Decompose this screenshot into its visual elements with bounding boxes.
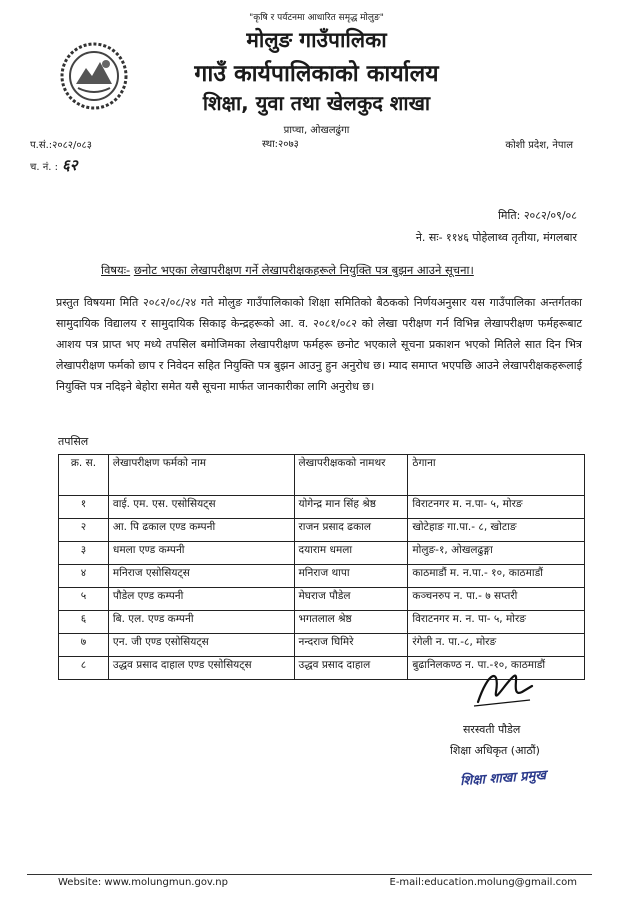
cell-firm: धमला एण्ड कम्पनी (108, 542, 294, 565)
subject-line (101, 263, 474, 278)
province: कोशी प्रदेश, नेपाल (505, 140, 573, 151)
cell-serial: ३ (59, 542, 109, 565)
table-row (59, 588, 585, 611)
cell-firm: एन. जी एण्ड एसोसियट्स (108, 634, 294, 657)
branch-name: शिक्षा, युवा तथा खेलकुद शाखा (202, 91, 431, 115)
col-header-auditor: लेखापरीक्षकको नामथर (294, 455, 408, 496)
cell-address: विराटनगर म. न. पा- ५, मोरङ (408, 611, 585, 634)
col-header-serial: क्र. स. (59, 455, 109, 496)
cell-firm: बि. एल. एण्ड कम्पनी (108, 611, 294, 634)
cell-auditor: मनिराज थापा (294, 565, 408, 588)
cell-firm: मनिराज एसोसियट्स (108, 565, 294, 588)
auditor-table (58, 454, 585, 680)
dispatch-label: च. नं. : (30, 162, 58, 173)
cell-auditor: दयाराम धमला (294, 542, 408, 565)
table-row (59, 611, 585, 634)
cell-serial: ४ (59, 565, 109, 588)
ref-label: प.सं.: (30, 140, 53, 151)
cell-firm: पौडेल एण्ड कम्पनी (108, 588, 294, 611)
table-title: तपसिल (58, 435, 89, 448)
signature-mark (470, 662, 540, 712)
table-row (59, 496, 585, 519)
nepal-era-date: ने. सः- ११४६ पोहेलाथ्व तृतीया, मंगलबार (415, 231, 577, 244)
subject-text: छनोट भएका लेखापरीक्षण गर्ने लेखापरीक्षकहरूले नियुक्ति पत्र बुझन आउने सूचना। (133, 263, 474, 277)
footer-divider (27, 874, 592, 875)
footer-website: Website: www.molungmun.gov.np (58, 877, 228, 888)
cell-serial: ६ (59, 611, 109, 634)
cell-serial: ८ (59, 657, 109, 680)
dispatch-number (30, 155, 78, 175)
col-header-address: ठेगाना (408, 455, 585, 496)
letter-date: मिति: २०८२/०९/०८ (498, 209, 577, 222)
table-header-row (59, 455, 585, 496)
established-year: स्था:२०७३ (262, 139, 299, 150)
subject-label: विषयः- (101, 263, 131, 277)
cell-address: रंगेली न. पा.-८, मोरङ (408, 634, 585, 657)
cell-address: कञ्चनरुप न. पा.- ७ सप्तरी (408, 588, 585, 611)
table-row (59, 634, 585, 657)
cell-address: काठमाडौं म. न.पा.- १०, काठमाडौं (408, 565, 585, 588)
branch-chief-stamp: शिक्षा शाखा प्रमुख (459, 768, 547, 789)
body-paragraph: प्रस्तुत विषयमा मिति २०८२/०८/२४ गते मोलुङ गाउँपालिकाको शिक्षा समितिको बैठकको निर्णयअनुसार यस गाउँपालिका अन्तर्गतका सामुदायिक विद्यालय र सामुदायिक सिकाइ केन्द्रहरूको आ. व. २०८१/०८२ को लेखा परीक्षण गर्न विभिन्न लेखापरीक्षण फर्महरूबाट आशय पत्र प्राप्त भए मध्ये तपसिल बमोजिमका लेखापरीक्षण फर्महरू छनोट भएकाले सूचना प्रकाशन भएको मितिले सात दिन भित्र लेखापरीक्षण फर्मको छाप र निवेदन सहित नियुक्ति पत्र बुझन आउनु हुन अनुरोध छ। म्याद समाप्त भएपछि आउने लेखापरीक्षकहरूलाई नियुक्ति पत्र नदिइने बेहोरा समेत यसै सूचना मार्फत जानकारीका लागि अनुरोध छ। (56, 296, 582, 393)
cell-auditor: योगेन्द्र मान सिंह श्रेष्ठ (294, 496, 408, 519)
footer-email: E-mail:education.molung@gmail.com (389, 877, 577, 888)
cell-auditor: भगतलाल श्रेष्ठ (294, 611, 408, 634)
cell-address: बुढानिलकण्ठ न. पा.-१०, काठमाडौं (408, 657, 585, 680)
table-row (59, 565, 585, 588)
cell-address: मोलुङ-१, ओखलढुङ्गा (408, 542, 585, 565)
cell-address: खोटेहाङ गा.पा.- ८, खोटाङ (408, 519, 585, 542)
col-header-firm: लेखापरीक्षण फर्मको नाम (108, 455, 294, 496)
office-address: प्राप्चा, ओखलढुंगा (283, 125, 350, 136)
cell-firm: आ. पि ढकाल एण्ड कम्पनी (108, 519, 294, 542)
ref-value: २०८२/०८३ (52, 140, 92, 151)
cell-firm: वाई. एम. एस. एसोसियट्स (108, 496, 294, 519)
signatory-designation: शिक्षा अधिकृत (आठौं) (450, 744, 540, 757)
signatory-name: सरस्वती पौडेल (463, 723, 521, 736)
cell-serial: १ (59, 496, 109, 519)
cell-serial: ७ (59, 634, 109, 657)
cell-auditor: उद्धव प्रसाद दाहाल (294, 657, 408, 680)
table-row (59, 519, 585, 542)
motto: "कृषि र पर्यटनमा आधारित समृद्ध मोलुङ" (249, 13, 384, 23)
municipality-name: मोलुङ गाउँपालिका (246, 28, 387, 52)
cell-auditor: मेघराज पौडेल (294, 588, 408, 611)
dispatch-value: ६२ (61, 156, 78, 174)
cell-serial: २ (59, 519, 109, 542)
office-name: गाउँ कार्यपालिकाको कार्यालय (194, 61, 439, 87)
cell-address: विराटनगर म. न.पा- ५, मोरङ (408, 496, 585, 519)
letter-ref-number (30, 137, 92, 151)
cell-auditor: राजन प्रसाद ढकाल (294, 519, 408, 542)
cell-serial: ५ (59, 588, 109, 611)
cell-firm: उद्धव प्रसाद दाहाल एण्ड एसोसियट्स (108, 657, 294, 680)
cell-auditor: नन्दराज घिमिरे (294, 634, 408, 657)
table-row (59, 542, 585, 565)
